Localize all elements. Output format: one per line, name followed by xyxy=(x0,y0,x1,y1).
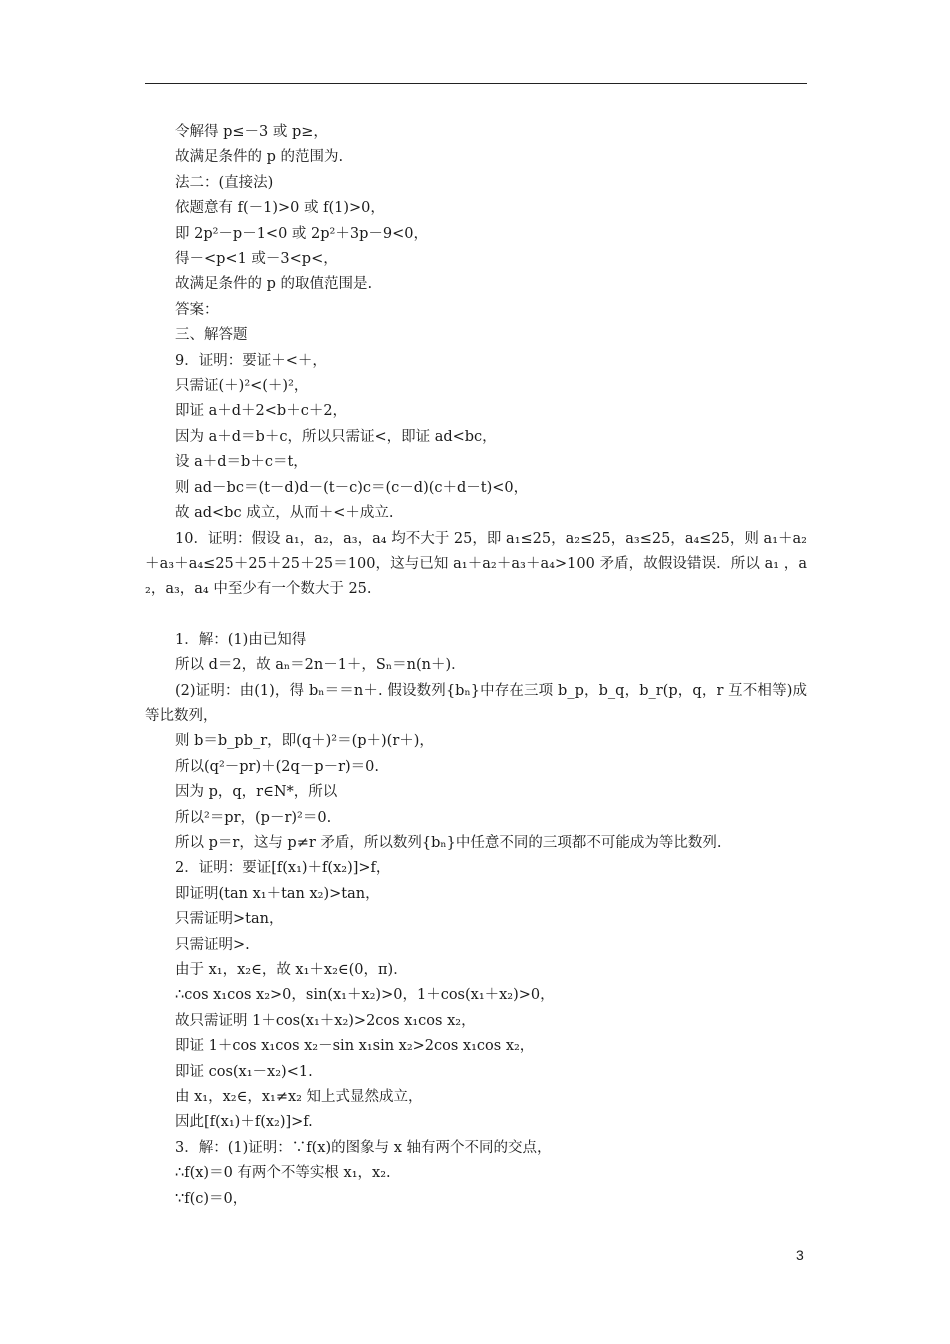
text-line: ∴f(x)＝0 有两个不等实根 x₁，x₂. xyxy=(175,1165,391,1182)
text-line: 1．解：(1)由已知得 xyxy=(175,631,307,648)
text-line: 即证 cos(x₁－x₂)<1. xyxy=(175,1063,313,1080)
problem-1-to-3-lines xyxy=(145,729,807,1212)
text-line: ∵f(c)＝0， xyxy=(175,1190,248,1207)
text-line: 2．证明：要证[f(x₁)＋f(x₂)]>f， xyxy=(175,860,391,877)
text-line: 因此[f(x₁)＋f(x₂)]>f. xyxy=(175,1114,313,1131)
text-line: 9．证明：要证＋<＋， xyxy=(175,352,327,369)
text-line: 所以²＝pr，(p－r)²＝0. xyxy=(175,809,332,826)
text-line: 即 2p²－p－1<0 或 2p²＋3p－9<0， xyxy=(175,225,428,242)
problem-1-part-2-paragraph: (2)证明：由(1)，得 bₙ＝＝n＋. 假设数列{bₙ}中存在三项 b_p，b_q，b_r(p，q，r 互不相等)成等比数列， xyxy=(145,682,807,724)
text-line: 只需证明>tan， xyxy=(175,911,284,928)
text-line: 得－<p<1 或－3<p<， xyxy=(175,251,338,268)
text-line: 依题意有 f(－1)>0 或 f(1)>0， xyxy=(175,200,385,217)
text-line: 所以 p＝r，这与 p≠r 矛盾，所以数列{bₙ}中任意不同的三项都不可能成为等比数列. xyxy=(175,834,722,851)
text-line: 故只需证明 1＋cos(x₁＋x₂)>2cos x₁cos x₂， xyxy=(175,1012,476,1029)
text-line: 则 b＝b_pb_r，即(q＋)²＝(p＋)(r＋)， xyxy=(175,733,434,750)
section-gap xyxy=(145,603,807,628)
problem-1-part-1 xyxy=(145,628,807,679)
text-line: 只需证(＋)²<(＋)²， xyxy=(175,378,309,395)
page-content xyxy=(145,120,807,1212)
text-line: 设 a＋d＝b＋c＝t， xyxy=(175,454,308,471)
text-line: 只需证明>. xyxy=(175,936,250,953)
text-line: 即证 a＋d＋2<b＋c＋2， xyxy=(175,403,348,420)
text-line: 三、解答题 xyxy=(175,327,248,344)
text-line: 法二：(直接法) xyxy=(175,174,274,191)
text-line: 则 ad－bc＝(t－d)d－(t－c)c＝(c－d)(c＋d－t)<0， xyxy=(175,479,529,496)
text-line: 故满足条件的 p 的取值范围是. xyxy=(175,276,373,293)
text-line: 即证明(tan x₁＋tan x₂)>tan， xyxy=(175,885,380,902)
text-line: 由于 x₁，x₂∈，故 x₁＋x₂∈(0，π)． xyxy=(175,962,408,978)
text-line: 由 x₁，x₂∈，x₁≠x₂ 知上式显然成立， xyxy=(175,1089,423,1106)
text-line: 所以 d＝2，故 aₙ＝2n－1＋，Sₙ＝n(n＋)． xyxy=(175,657,466,674)
text-line: 即证 1＋cos x₁cos x₂－sin x₁sin x₂>2cos x₁cos x₂， xyxy=(175,1038,535,1055)
text-line: 故 ad<bc 成立，从而＋<＋成立. xyxy=(175,505,394,522)
page-number: 3 xyxy=(796,1247,804,1263)
text-line: 故满足条件的 p 的范围为. xyxy=(175,149,344,166)
header-rule xyxy=(145,83,807,84)
text-line: 所以(q²－pr)＋(2q－p－r)＝0. xyxy=(175,758,379,775)
text-line: 3．解：(1)证明：∵f(x)的图象与 x 轴有两个不同的交点， xyxy=(175,1139,552,1156)
solution-part-1 xyxy=(145,120,807,527)
text-line: 因为 a＋d＝b＋c，所以只需证<，即证 ad<bc， xyxy=(175,428,497,445)
text-line: 令解得 p≤－3 或 p≥， xyxy=(175,124,328,140)
text-line: 因为 p，q，r∈N*，所以 xyxy=(175,784,338,801)
proof-10-paragraph: 10．证明：假设 a₁，a₂，a₃，a₄ 均不大于 25，即 a₁≤25，a₂≤25，a₃≤25，a₄≤25，则 a₁＋a₂＋a₃＋a₄≤25＋25＋25＋25＝100，这与已知 a₁＋a₂＋a₃＋a₄>100 矛盾，故假设错误．所以 a₁ ，a ₂，a₃，a₄ 中至少有一个数大于 25. xyxy=(145,530,807,598)
text-line: 答案： xyxy=(175,301,219,318)
text-line: ∴cos x₁cos x₂>0，sin(x₁＋x₂)>0，1＋cos(x₁＋x₂)>0， xyxy=(175,987,555,1004)
